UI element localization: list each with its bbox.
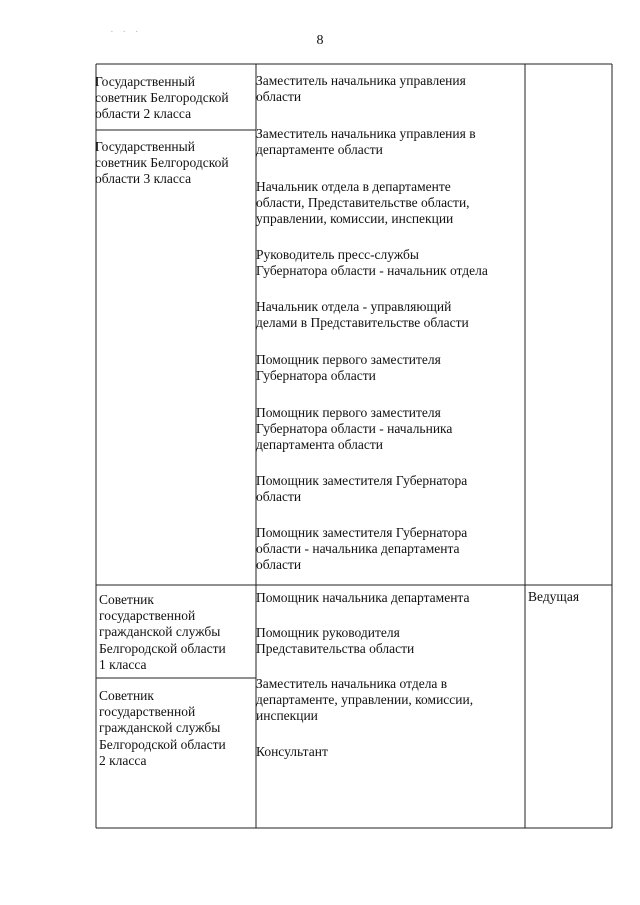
rank-line: Государственный xyxy=(95,139,195,154)
position-line: управлении, комиссии, инспекции xyxy=(256,211,454,227)
position-entry xyxy=(256,625,524,657)
rank-line: области 2 класса xyxy=(95,106,192,122)
rank-line: 2 класса xyxy=(99,752,147,768)
rank-line: Государственный xyxy=(95,74,195,89)
rank-line: советник Белгородской xyxy=(95,90,229,106)
position-line: Губернатора области - начальник отдела xyxy=(256,263,488,279)
rank-line: Белгородской области xyxy=(99,640,226,656)
position-entry xyxy=(256,590,524,606)
position-line: Начальник отдела в департаменте xyxy=(256,179,451,194)
rank-line: области 3 класса xyxy=(95,171,192,187)
position-entry xyxy=(256,473,524,505)
rank-line: 1 класса xyxy=(99,656,147,672)
rank-line: советник Белгородской xyxy=(95,155,229,171)
position-line: Заместитель начальника управления xyxy=(256,73,466,88)
position-entry xyxy=(256,247,524,279)
rank-cell xyxy=(99,592,254,673)
rank-cell xyxy=(95,74,253,123)
position-entry xyxy=(256,179,524,228)
position-line: Губернатора области xyxy=(256,368,376,384)
position-line: Руководитель пресс-службы xyxy=(256,247,419,262)
position-entry xyxy=(256,676,524,725)
position-entry xyxy=(256,73,524,105)
position-line: Помощник первого заместителя xyxy=(256,405,441,420)
position-line: Начальник отдела - управляющий xyxy=(256,299,452,314)
position-line: Заместитель начальника отдела в xyxy=(256,676,448,691)
position-line: Помощник начальника департамента xyxy=(256,590,470,605)
position-line: инспекции xyxy=(256,708,318,724)
position-line: департаменте, управлении, комиссии, xyxy=(256,692,474,708)
position-entry xyxy=(256,744,524,760)
position-line: департамента области xyxy=(256,437,384,453)
position-line: области xyxy=(256,489,302,505)
rank-line: Белгородской области xyxy=(99,736,226,752)
position-line: Помощник первого заместителя xyxy=(256,352,441,367)
position-line: Помощник заместителя Губернатора xyxy=(256,525,468,540)
position-line: Помощник руководителя xyxy=(256,625,400,640)
position-line: Помощник заместителя Губернатора xyxy=(256,473,468,488)
position-line: делами в Представительстве области xyxy=(256,315,469,331)
rank-line: государственной xyxy=(99,608,196,624)
position-entry xyxy=(256,405,524,454)
scan-marks: · · · xyxy=(110,26,142,38)
rank-cell xyxy=(99,688,254,769)
position-entry xyxy=(256,126,524,158)
position-line: области, Представительстве области, xyxy=(256,195,470,211)
rank-line: Советник xyxy=(99,688,154,703)
position-line: Заместитель начальника управления в xyxy=(256,126,476,141)
rank-line: гражданской службы xyxy=(99,720,221,736)
position-line: области - начальника департамента xyxy=(256,541,460,557)
position-entry xyxy=(256,525,524,574)
position-line: Губернатора области - начальника xyxy=(256,421,453,437)
page-number: 8 xyxy=(316,33,324,48)
position-entry xyxy=(256,352,524,384)
position-line: Представительства области xyxy=(256,641,415,657)
group-cell: Ведущая xyxy=(528,589,580,604)
position-line: области xyxy=(256,557,302,573)
rank-line: государственной xyxy=(99,704,196,720)
position-entry xyxy=(256,299,524,331)
rank-line: гражданской службы xyxy=(99,624,221,640)
position-line: департаменте области xyxy=(256,142,383,158)
rank-cell xyxy=(95,139,253,188)
rank-line: Советник xyxy=(99,592,154,607)
position-line: Консультант xyxy=(256,744,328,759)
position-line: области xyxy=(256,89,302,105)
